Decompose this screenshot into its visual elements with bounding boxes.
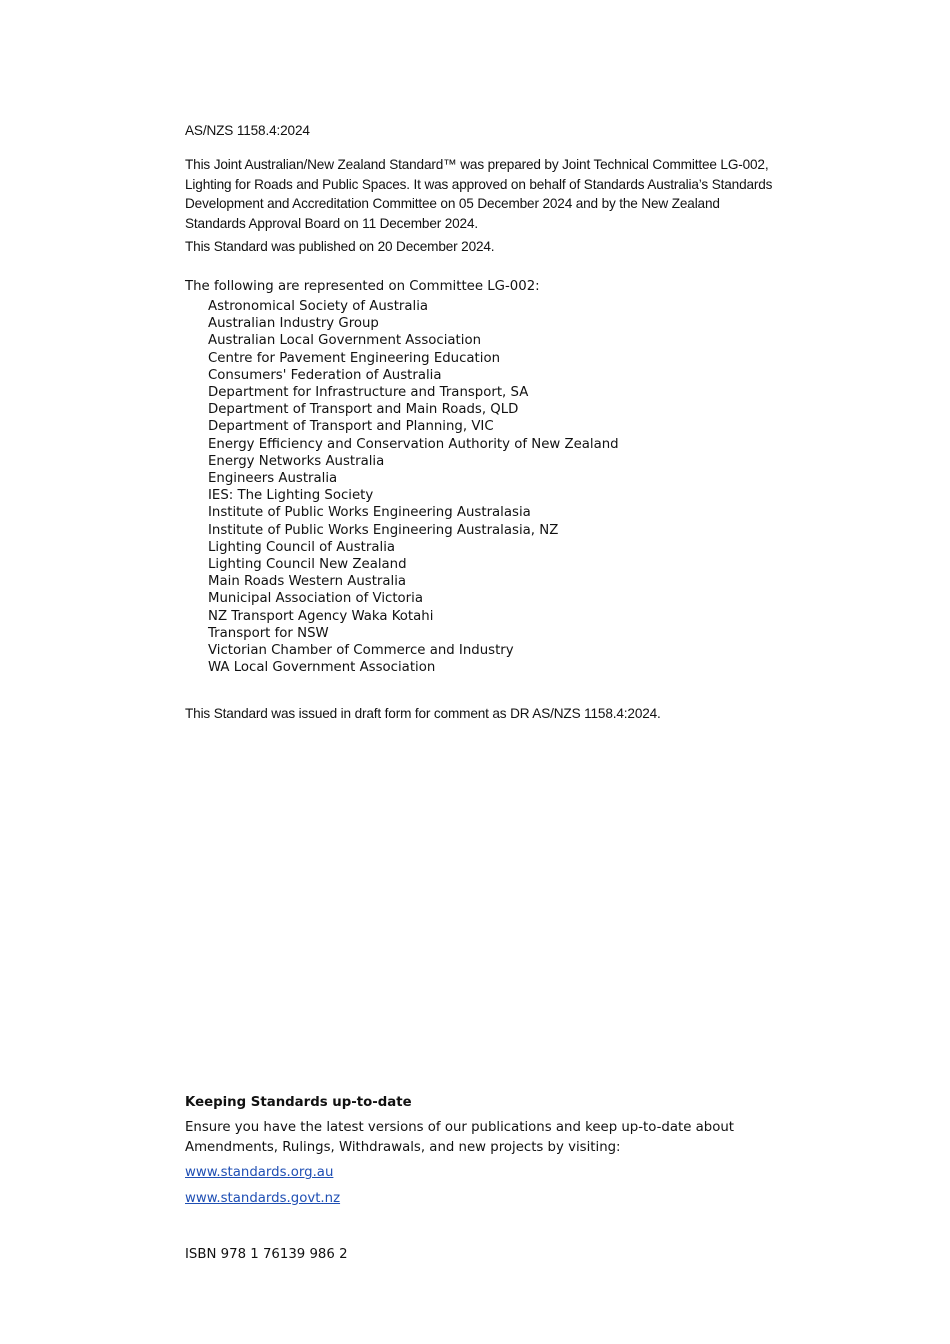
- committee-member-list: [208, 298, 619, 676]
- committee-member: Lighting Council New Zealand: [208, 557, 407, 573]
- committee-heading: The following are represented on Committee LG-002:: [185, 279, 540, 294]
- standards-nz-link[interactable]: www.standards.govt.nz: [185, 1191, 341, 1206]
- committee-member: Institute of Public Works Engineering Australasia: [208, 505, 531, 521]
- committee-member: Energy Networks Australia: [208, 453, 385, 469]
- committee-member: Australian Industry Group: [208, 316, 379, 332]
- committee-member: Transport for NSW: [208, 625, 329, 641]
- committee-member: Municipal Association of Victoria: [208, 591, 423, 607]
- draft-notice-text: This Standard was issued in draft form for comment as DR AS/NZS 1158.4:2024.: [185, 706, 661, 721]
- keeping-up-to-date-heading: Keeping Standards up-to-date: [185, 1095, 412, 1110]
- committee-member: Main Roads Western Australia: [208, 574, 407, 590]
- committee-member: NZ Transport Agency Waka Kotahi: [208, 608, 434, 624]
- standards-australia-link[interactable]: www.standards.org.au: [185, 1165, 334, 1180]
- isbn-number: ISBN 978 1 76139 986 2: [185, 1247, 348, 1262]
- committee-member: IES: The Lighting Society: [208, 488, 374, 504]
- published-date-text: This Standard was published on 20 December 2024.: [185, 239, 495, 254]
- committee-member: Department of Transport and Planning, VIC: [208, 419, 494, 435]
- committee-member: Energy Efficiency and Conservation Authority of New Zealand: [208, 436, 619, 452]
- committee-member: Department for Infrastructure and Transport, SA: [208, 385, 529, 401]
- committee-member: Australian Local Government Association: [208, 333, 482, 349]
- committee-member: WA Local Government Association: [208, 660, 436, 676]
- document-designation: AS/NZS 1158.4:2024: [185, 123, 310, 138]
- keeping-up-to-date-text: Ensure you have the latest versions of our publications and keep up-to-date about Amendments, Rulings, Withdrawals, and new projects by visiting:: [185, 1120, 734, 1155]
- committee-member: Engineers Australia: [208, 471, 338, 487]
- preparation-paragraph: This Joint Australian/New Zealand Standard™ was prepared by Joint Technical Committee LG-002, Lighting for Roads and Public Spaces. It was approved on behalf of Standards Australia’s Standards Development and Accreditation Committee on 05 December 2024 and by the New Zealand Standards Approval Board on 11 December 2024.: [185, 157, 773, 231]
- committee-member: Centre for Pavement Engineering Education: [208, 350, 501, 366]
- committee-member: Lighting Council of Australia: [208, 539, 396, 555]
- committee-member: Astronomical Society of Australia: [208, 299, 429, 314]
- committee-member: Institute of Public Works Engineering Australasia, NZ: [208, 522, 559, 538]
- committee-member: Department of Transport and Main Roads, QLD: [208, 402, 519, 418]
- committee-member: Victorian Chamber of Commerce and Industry: [208, 643, 514, 659]
- committee-member: Consumers' Federation of Australia: [208, 367, 442, 383]
